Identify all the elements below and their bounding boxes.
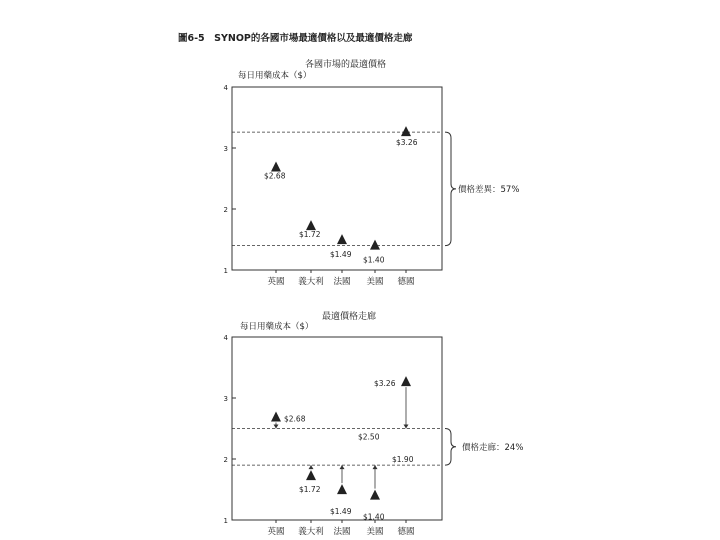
chart2-y-tick-label: 3	[223, 395, 228, 403]
chart2-y-axis-label: 每日用藥成本（$）	[240, 322, 314, 332]
chart1-data-label: $1.49	[330, 250, 352, 260]
chart1-y-axis-label: 每日用藥成本（$）	[238, 71, 312, 81]
chart2-bracket	[445, 429, 456, 466]
chart1-y-tick-label: 3	[223, 145, 228, 153]
chart2-arrow-head	[340, 465, 345, 469]
chart1-title: 各國市場的最適價格	[305, 60, 387, 70]
chart2-corridor-lower-label: $1.90	[392, 455, 414, 465]
chart1-data-point	[370, 240, 380, 250]
chart2-data-label: $1.40	[363, 512, 385, 522]
chart2-title: 最適價格走廊	[322, 312, 377, 322]
chart2-y-tick-label: 2	[223, 456, 228, 464]
chart2-y-tick-label: 1	[223, 517, 228, 525]
chart2-data-label: $1.72	[299, 485, 321, 495]
chart1-data-point	[401, 126, 411, 136]
chart2-x-tick-label: 義大利	[298, 527, 324, 537]
chart2-corridor-upper-label: $2.50	[358, 432, 380, 442]
chart2-data-point	[271, 412, 281, 422]
chart1-y-tick-label: 2	[223, 206, 228, 214]
chart1-data-label: $1.40	[363, 255, 385, 265]
chart2-data-point	[337, 484, 347, 494]
chart2-x-tick-label: 英國	[267, 527, 285, 537]
chart1-data-label: $2.68	[264, 171, 286, 181]
chart1-data-label: $3.26	[396, 138, 418, 148]
chart2-data-label: $3.26	[374, 379, 396, 389]
chart1-y-tick-label: 4	[223, 84, 228, 92]
chart2-data-label: $2.68	[284, 414, 306, 424]
chart2-x-tick-label: 美國	[366, 527, 384, 537]
chart1-x-tick-label: 英國	[267, 277, 285, 287]
chart1-data-point	[337, 234, 347, 244]
chart2-data-point	[401, 376, 411, 386]
chart2-bracket-label: 價格走廊：24%	[462, 442, 524, 453]
chart1-data-point	[306, 220, 316, 230]
chart1-x-tick-label: 德國	[397, 277, 415, 287]
chart2-x-tick-label: 德國	[397, 527, 415, 537]
chart2-data-point	[370, 490, 380, 500]
chart2-data-point	[306, 470, 316, 480]
chart2-data-label: $1.49	[330, 507, 352, 517]
figure-title: 圖6-5 SYNOP的各國市場最適價格以及最適價格走廊	[178, 33, 413, 44]
chart1-x-tick-label: 法國	[333, 277, 351, 287]
chart2-arrow-head	[274, 425, 279, 429]
chart2-arrow-head	[373, 465, 378, 469]
chart1-data-point	[271, 162, 281, 172]
chart1-bracket	[445, 132, 456, 245]
chart2-x-tick-label: 法國	[333, 527, 351, 537]
chart2-arrow-head	[309, 465, 314, 469]
chart1-x-tick-label: 義大利	[298, 277, 324, 287]
chart1-data-label: $1.72	[299, 230, 321, 240]
chart2-arrow-head	[404, 425, 409, 429]
chart1-x-tick-label: 美國	[366, 277, 384, 287]
chart2-y-tick-label: 4	[223, 334, 228, 342]
chart1-y-tick-label: 1	[223, 267, 228, 275]
chart1-bracket-label: 價格差異：57%	[458, 184, 520, 195]
